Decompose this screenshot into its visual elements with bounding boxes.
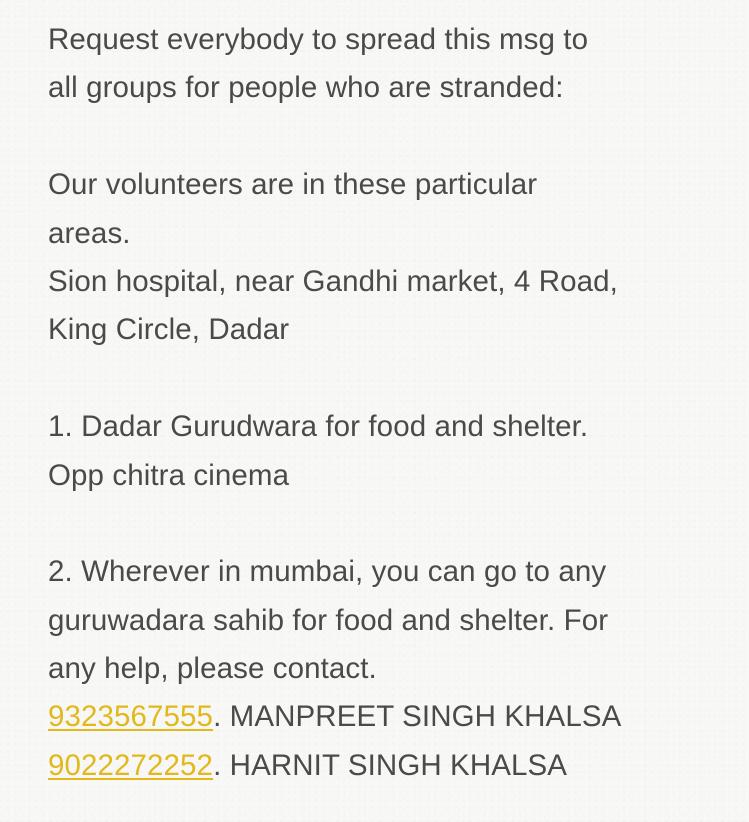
contact-line-manpreet [48, 693, 738, 741]
phone-link-harnit[interactable]: 9022272252 [48, 748, 214, 782]
note-line: Sion hospital, near Gandhi market, 4 Road, [48, 264, 618, 298]
note-line: 2. Wherever in mumbai, you can go to any [48, 555, 607, 589]
contact-name-harnit: . HARNIT SINGH KHALSA [213, 748, 568, 782]
blank-line [48, 355, 738, 403]
note-body [48, 16, 738, 790]
note-line: 1. Dadar Gurudwara for food and shelter. [48, 410, 589, 444]
note-line: Request everybody to spread this msg to [48, 23, 589, 56]
contact-line-harnit [48, 742, 738, 790]
note-line: King Circle, Dadar [48, 313, 290, 347]
note-line: areas. [48, 216, 131, 250]
contact-name-manpreet: . MANPREET SINGH KHALSA [213, 700, 622, 734]
note-line: guruwadara sahib for food and shelter. For [48, 603, 609, 637]
note-line: Our volunteers are in these particular [48, 168, 538, 202]
note-line: any help, please contact. [48, 652, 377, 686]
note-line: Opp chitra cinema [48, 458, 290, 492]
blank-line [48, 500, 738, 548]
note-line: all groups for people who are stranded: [48, 71, 564, 105]
blank-line [48, 113, 738, 161]
phone-link-manpreet[interactable]: 9323567555 [48, 700, 214, 734]
